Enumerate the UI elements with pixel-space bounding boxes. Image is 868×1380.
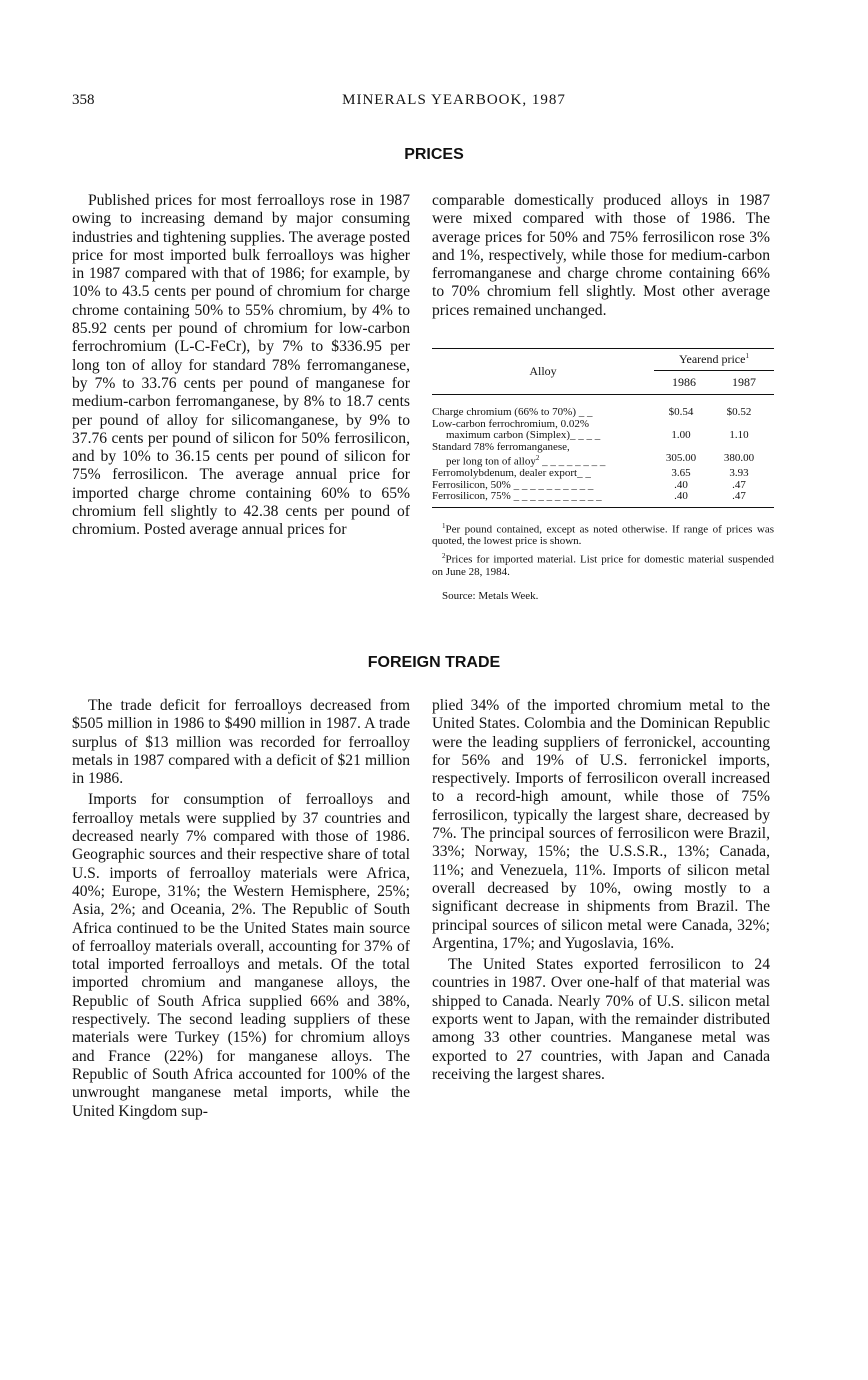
foreign-trade-paragraph: The trade deficit for ferroalloys decreased from $505 million in 1986 to $490 million in 1987. A trade surplus of $13 million was recorded for ferroalloy metals in 1987 compared with a deficit of $21 million in 1986. bbox=[72, 697, 410, 788]
table-row: Charge chromium (66% to 70%) _ _ $0.54 $0.52 bbox=[432, 406, 752, 419]
page-number: 358 bbox=[72, 92, 95, 108]
table-footnote: $^2$Prices for imported material. List price for domestic material suspended on June 28, 1984. bbox=[432, 552, 774, 579]
table-row: per long ton of alloy$^2$ _ _ _ _ _ _ _ _ 305.00 380.00 bbox=[446, 452, 755, 468]
price-table bbox=[432, 348, 774, 602]
foreign-trade-paragraph: The United States exported ferrosilicon to 24 countries in 1987. Over one-half of that material was shipped to Canada. Nearly 70% of U.S. silicon metal exports went to Japan, with the remainder distributed among 33 other countries. Manganese metal was exported to 27 countries, with Japan and Canada receiving the largest shares. bbox=[432, 956, 770, 1083]
table-source: Source: Metals Week. bbox=[442, 590, 539, 603]
table-row: Ferromolybdenum, dealer export_ _ 3.65 3.93 bbox=[432, 467, 749, 480]
prices-left-column bbox=[72, 192, 410, 540]
table-row: Ferrosilicon, 50% _ _ _ _ _ _ _ _ _ _ .40 .47 bbox=[432, 478, 746, 491]
prices-paragraph: Published prices for most ferroalloys rose in 1987 owing to increasing demand by major consuming industries and tightening supplies. The average posted price for most imported bulk ferroalloys was higher in 1987 compared with that of 1986; for example, by 10% to 43.5 cents per pound of chromium for charge chrome containing 50% to 55% chromium, by 4% to 85.92 cents per pound of chromium for low-carbon ferrochromium (L-C-FeCr), by 7% to $336.95 per long ton of alloy for standard 78% ferromanganese, by 7% to 33.76 cents per pound of manganese for medium-carbon ferromanganese, by 8% to 18.7 cents per pound of alloy for silicomanganese, by 9% to 37.76 cents per pound of silicon for 50% ferrosilicon, and by 10% to 36.15 cents per pound of silicon for 75% ferrosilicon. The average annual price for imported charge chrome containing 60% to 65% chromium fell slightly to 42.38 cents per pound of chromium. Posted average annual prices for bbox=[72, 192, 410, 539]
foreign-trade-paragraph: Imports for consumption of ferroalloys and ferroalloy metals were supplied by 37 countries and decreased nearly 7% compared with those of 1986. Geographic sources and their respective share of total U.S. imports of ferroalloy materials were Africa, 40%; Europe, 31%; the Western Hemisphere, 25%; Asia, 2%; and Oceania, 2%. The Republic of South Africa continued to be the United States main source of ferroalloy materials overall, accounting for 37% of total imported ferroalloys and metals. Of the total imported chromium and manganese alloys, the Republic of South Africa supplied 66% and 38%, respectively. The second leading suppliers of these materials were Turkey (15%) for chromium alloys and France (22%) for manganese alloys. The Republic of South Africa accounted for 100% of the unwrought manganese metal imports, while the United Kingdom sup- bbox=[72, 791, 410, 1120]
table-footnotes bbox=[432, 520, 774, 602]
table-row: Low-carbon ferrochromium, 0.02% bbox=[432, 417, 590, 430]
foreign-trade-heading: FOREIGN TRADE bbox=[367, 654, 501, 671]
table-header-alloy: Alloy bbox=[432, 349, 654, 395]
table-header-1986: 1986 bbox=[671, 375, 696, 390]
prices-heading: PRICES bbox=[404, 146, 464, 163]
table-footnote: $^1$Per pound contained, except as noted otherwise. If range of prices was quoted, the lowest price is shown. bbox=[432, 521, 774, 548]
foreign-trade-paragraph-continued: plied 34% of the imported chromium metal to the United States. Colombia and the Dominican Republic were the leading suppliers of ferronickel, accounting for 56% and 19% of U.S. ferronickel imports, respectively. Imports of ferrosilicon overall increased to a record-high amount, while those of 75% ferrosilicon, typically the largest share, decreased by 7%. The principal sources of ferrosilicon were Brazil, 33%; Norway, 15%; the U.S.S.R., 13%; Canada, 11%; and Venezuela, 11%. Imports of silicon metal overall decreased by 10%, owing mostly to a significant decrease in shipments from Brazil. The principal sources of silicon metal were Canada, 32%; Argentina, 17%; and Yugoslavia, 16%. bbox=[432, 697, 770, 952]
foreign-trade-right-column bbox=[432, 697, 770, 1084]
table-row: Standard 78% ferromanganese, bbox=[432, 440, 570, 453]
running-title: MINERALS YEARBOOK, 1987 bbox=[342, 92, 566, 108]
table-row: maximum carbon (Simplex)_ _ _ _ 1.00 1.10 bbox=[446, 429, 749, 442]
prices-paragraph-continued: comparable domestically produced alloys in 1987 were mixed compared with those of 1986. The average prices for 50% and 75% ferrosilicon rose 3% and 1%, respectively, while those for medium-carbon ferromanganese and charge chrome containing 66% to 70% chromium fell slightly. Most other average prices remained unchanged. bbox=[432, 192, 770, 319]
prices-right-column bbox=[432, 192, 774, 603]
table-header-1987: 1987 bbox=[731, 375, 756, 390]
table-row: Ferrosilicon, 75% _ _ _ _ _ _ _ _ _ _ _ .40 .47 bbox=[432, 491, 774, 508]
table-header-yearend-price: Yearend price$^1$ bbox=[654, 349, 774, 371]
foreign-trade-left-column bbox=[72, 697, 410, 1121]
